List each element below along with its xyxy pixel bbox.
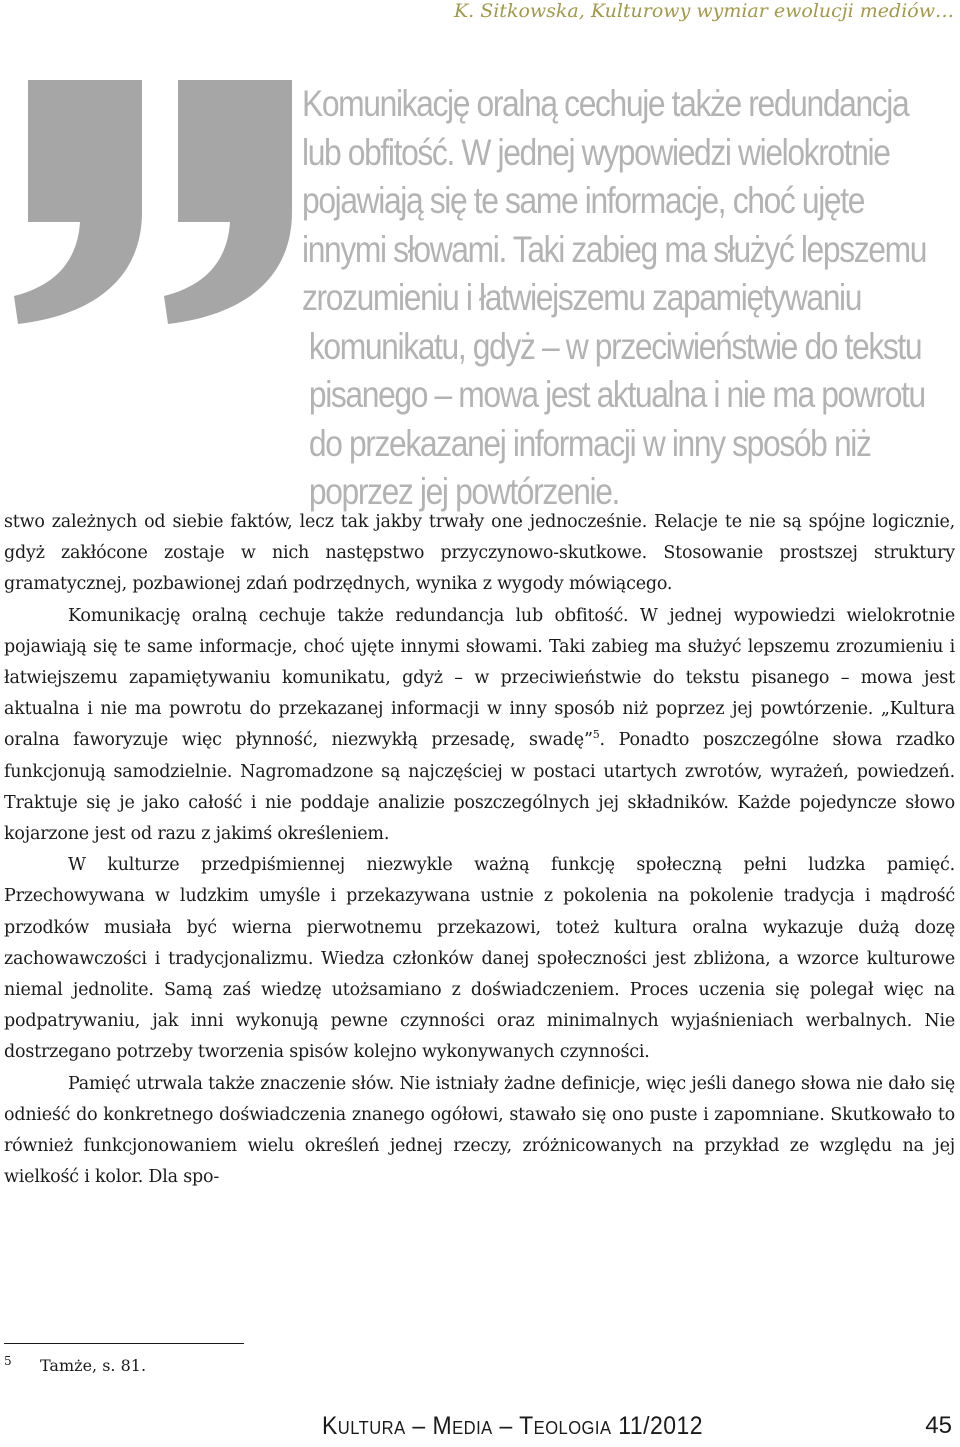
paragraph-text: . Ponadto poszczególne słowa rzadko funkcjonują samodzielnie. Nagromadzone są najczęściej w postaci utartych zwrotów, wyrażeń, powiedzeń. Traktuje się je jako całość i nie poddaje analizie poszczególnych jej składników. Każde pojedyncze słowo kojarzone jest od razu z jakimś określeniem. [4,730,955,845]
pull-quote-line: zrozumieniu i łatwiejszemu zapamiętywaniu [302,277,862,318]
running-head: K. Sitkowska, Kulturowy wymiar ewolucji mediów… [453,0,954,22]
paragraph-word-meaning: Pamięć utrwala także znaczenie słów. Nie istniały żadne definicje, więc jeśli danego słowa nie dało się odnieść do konkretnego doświadczenia znanego ogółowi, stawało się ono puste i zapomniane. Skutkowało to również funkcjonowaniem wielu określeń jednej rzeczy, zróżnicowanych na przykład ze względu na jej wielkość i kolor. Dla spo- [4,1073,955,1188]
footnote-divider [4,1343,244,1344]
paragraph-redundancy [4,601,955,851]
closing-quote-mark-icon [10,62,310,332]
pull-quote-line: Komunikację oralną cechuje także redundancja [302,83,909,124]
body-text [4,507,955,1193]
pull-quote-line: pisanego – mowa jest aktualna i nie ma powrotu [308,374,925,415]
page-number: 45 [925,1412,952,1439]
pull-quote-line: poprzez jej powtórzenie. [308,471,620,512]
footnote-number: 5 [4,1354,12,1368]
pull-quote [302,80,927,517]
paragraph-text: Komunikację oralną cechuje także redundancja lub obfitość. W jednej wypowiedzi wielokrotnie pojawiają się te same informacje, choć ujęte innymi słowami. Taki zabieg ma służyć lepszemu zrozumieniu i łatwiejszemu zapamiętywaniu komunikatu, gdyż – w przeciwieństwie do tekstu pisanego – mowa jest aktualna i nie ma powrotu do przekazanej informacji w inny sposób niż poprzez jej powtórzenie. „Kultura oralna faworyzuje więc płynność, niezwykłą przesadę, swadę” [4,605,955,751]
pull-quote-line: lub obfitość. W jednej wypowiedzi wielokrotnie [302,131,890,173]
footnote-text: Tamże, s. 81. [40,1356,147,1375]
journal-title: Kultura – Media – Teologia 11/2012 [322,1412,703,1440]
pull-quote-line: pojawiają się te same informacje, choć ujęte [302,180,865,221]
pull-quote-line: innymi słowami. Taki zabieg ma służyć lepszemu [302,228,927,270]
paragraph-memory: W kulturze przedpiśmiennej niezwykle ważną funkcję społeczną pełni ludzka pamięć. Przechowywana w ludzkim umyśle i przekazywana ustnie z pokolenia na pokolenie tradycja i mądrość przodków musiała być wierna pierwotnemu przekazowi, toteż kultura oralna wykazuje dużą dozę zachowawczości i tradycjonalizmu. Wiedza członków danej społeczności jest zbliżona, a wzorce kulturowe niemal jednolite. Samą zaś wiedzę utożsamiano z doświadczeniem. Proces uczenia się polegał więc na podpatrywaniu, jak inni wykonują pewne czynności oraz minimalnych wyjaśnieniach werbalnych. Nie dostrzegano potrzeby tworzenia spisów kolejno wykonywanych czynności. [4,855,955,1063]
footnote-reference[interactable]: 5 [592,728,600,742]
paragraph-continuation: stwo zależnych od siebie faktów, lecz tak jakby trwały one jednocześnie. Relacje te nie są spójne logicznie, gdyż zakłócone zostaje w nich następstwo przyczynowo-skutkowe. Stosowanie prostszej struktury gramatycznej, pozbawionej zdań podrzędnych, wynika z wygody mówiącego. [4,512,955,595]
pull-quote-line: komunikatu, gdyż – w przeciwieństwie do tekstu [308,325,922,367]
pull-quote-line: do przekazanej informacji w inny sposób niż [308,422,871,464]
